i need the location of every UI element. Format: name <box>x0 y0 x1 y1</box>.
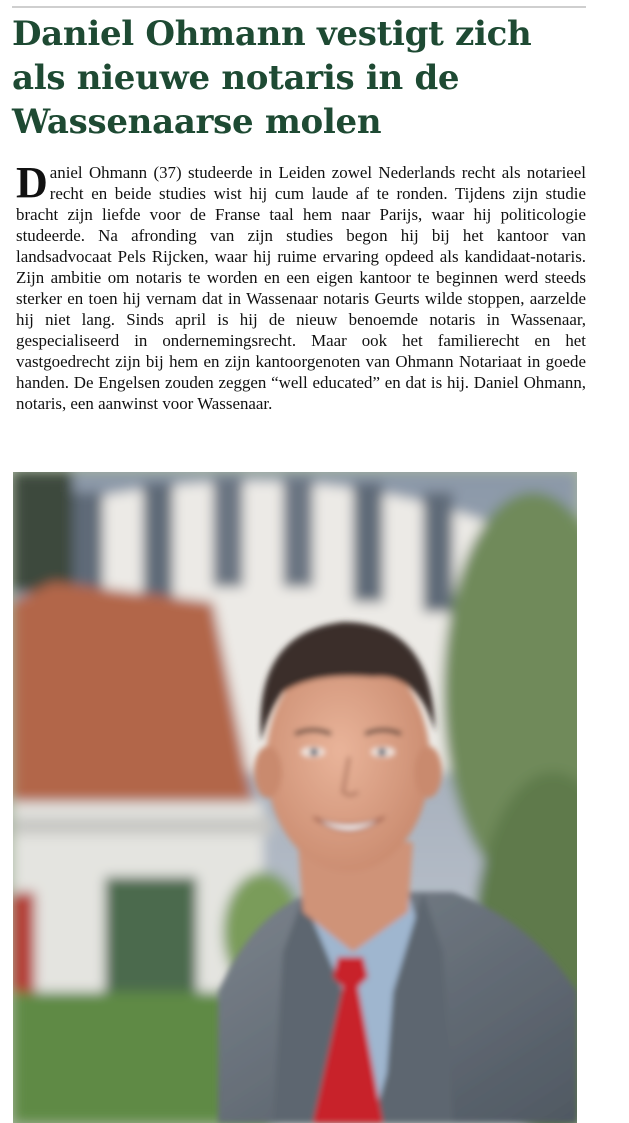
article-body <box>16 158 586 414</box>
drop-cap: D <box>16 158 48 207</box>
article-body-text: aniel Ohmann (37) studeerde in Leiden zowel Nederlands recht als notarieel recht en beide studies wist hij cum laude af te ronden. Tijdens zijn studie bracht zijn liefde voor de Franse taal hem naar Parijs, waar hij politicologie studeerde. Na afronding van zijn studies begon hij bij het kantoor van landsadvocaat Pels Rijcken, waar hij ruime ervaring opdeed als kandidaat-notaris. Zijn ambitie om notaris te worden en een eigen kantoor te beginnen werd steeds sterker en toen hij vernam dat in Wassenaar notaris Geurts wilde stoppen, aarzelde hij niet lang. Sinds april is hij de nieuw benoemde notaris in Wassenaar, gespecialiseerd in ondernemingsrecht. Maar ook het familierecht en het vastgoedrecht zijn bij hem en zijn kantoorgenoten van Ohmann Notariaat in goede handen. De Engelsen zouden zeggen “well educated” en dat is hij. Daniel Ohmann, notaris, een aanwinst voor Wassenaar. <box>16 163 586 413</box>
top-rule <box>12 6 586 8</box>
portrait-photo <box>13 472 577 1123</box>
article-headline: Daniel Ohmann vestigt zich als nieuwe notaris in de Wassenaarse molen <box>12 14 532 142</box>
